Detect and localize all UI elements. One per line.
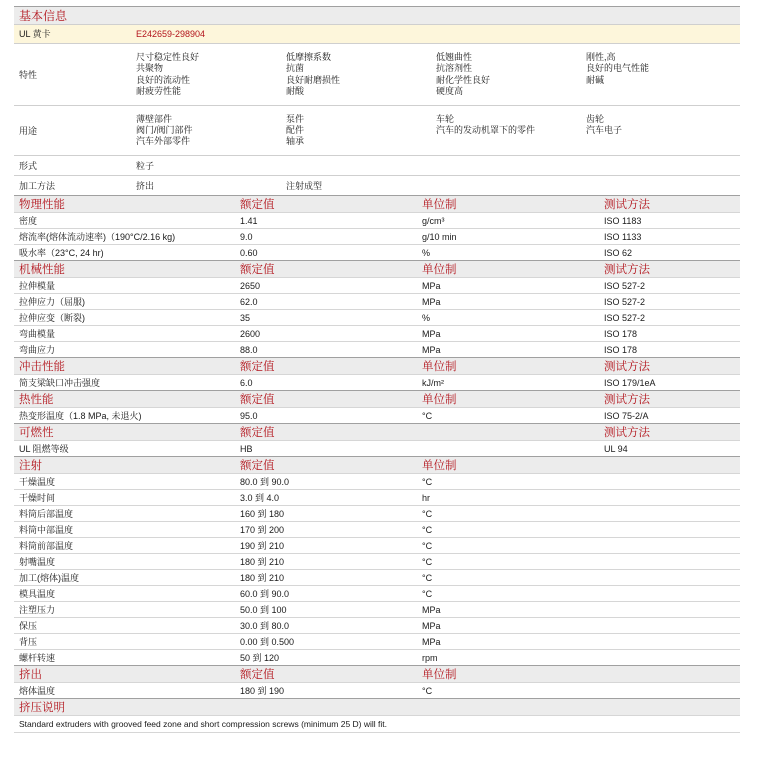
table-row [14,309,740,325]
section-header [14,423,740,440]
test-method [604,650,740,665]
property-name: 热变形温度（1.8 MPa, 未退火) [19,411,142,421]
property-value: 9.0 [240,232,253,242]
feature-item: 抗溶剂性 [436,63,473,73]
property-value: 0.60 [240,248,258,258]
property-unit: °C [422,541,433,551]
property-unit: hr [422,493,431,503]
test-method: ISO 62 [604,248,633,258]
property-value: 1.41 [240,216,258,226]
test-method [604,506,740,521]
property-value: 35 [240,313,251,323]
table-row [14,537,740,553]
property-value: 190 到 210 [240,541,285,551]
property-unit: MPa [422,605,441,615]
property-unit: MPa [422,345,441,355]
feature-item: 刚性,高 [586,51,616,62]
unit-header: 单位制 [422,669,457,681]
feature-item: 低摩擦系数 [286,51,332,62]
test-method-header: 测试方法 [604,394,650,406]
property-value: HB [240,444,253,454]
property-name: 干燥时间 [19,493,56,503]
extrusion-note-header [14,698,740,715]
test-method [604,490,740,505]
property-unit: °C [422,589,433,599]
test-method [604,586,740,601]
property-value: 80.0 到 90.0 [240,477,290,487]
table-row [14,617,740,633]
test-method-header: 测试方法 [604,264,650,276]
table-row [14,601,740,617]
test-method: ISO 179/1eA [604,378,656,388]
property-value: 50.0 到 100 [240,605,287,615]
property-value: 30.0 到 80.0 [240,621,290,631]
rating-header: 额定值 [240,427,275,439]
table-row [14,682,740,698]
unit-header: 单位制 [422,361,457,373]
feature-item [586,86,740,98]
section-title: 机械性能 [19,264,65,276]
section-title: 可燃性 [19,427,54,439]
property-name: 拉伸模量 [19,281,56,291]
property-value: 62.0 [240,297,258,307]
property-value: 6.0 [240,378,253,388]
feature-item: 良好耐磨损性 [286,74,341,85]
use-item [436,136,586,147]
property-value: 2600 [240,329,261,339]
extrusion-note-text: Standard extruders with grooved feed zone and short compression screws (minimum 25 D) will fit. [14,715,740,733]
feature-item: 耐酸 [286,86,305,96]
unit-header: 单位制 [422,394,457,406]
property-name: 拉伸应变（断裂) [19,313,85,323]
table-row [14,633,740,649]
property-name: 注塑压力 [19,605,56,615]
ul-yellow-card-value: E242659-298904 [136,29,206,39]
table-row [14,341,740,357]
ul-yellow-card-row [14,24,740,43]
table-row [14,489,740,505]
feature-item: 低翘曲性 [436,51,473,62]
property-name: 料筒中部温度 [19,525,74,535]
use-item: 阀门/阀门部件 [136,125,193,135]
property-unit: °C [422,557,433,567]
table-row [14,473,740,489]
section-header [14,260,740,277]
test-method [604,634,740,649]
section-title: 挤出 [19,669,42,681]
section-header [14,390,740,407]
table-row [14,325,740,341]
basic-info-title: 基本信息 [19,9,68,23]
feature-item: 良好的流动性 [136,74,191,85]
test-method: ISO 527-2 [604,281,646,291]
test-method: UL 94 [604,444,628,454]
property-unit: MPa [422,329,441,339]
test-method: ISO 527-2 [604,297,646,307]
section-header [14,357,740,374]
table-row [14,553,740,569]
property-name: 简支梁缺口冲击强度 [19,378,101,388]
form-value: 粒子 [136,161,155,171]
test-method-header: 测试方法 [604,361,650,373]
property-name: 螺杆转速 [19,653,56,663]
table-row [14,569,740,585]
section-title: 冲击性能 [19,361,65,373]
property-name: 拉伸应力（屈服) [19,297,85,307]
uses-label: 用途 [19,126,38,136]
property-name: 料筒后部温度 [19,509,74,519]
property-name: 熔体温度 [19,686,56,696]
property-name: 密度 [19,216,38,226]
property-value: 0.00 到 0.500 [240,637,295,647]
property-unit: % [422,313,431,323]
use-item: 车轮 [436,114,455,124]
property-name: 射嘴温度 [19,557,56,567]
uses-list [136,114,740,147]
basic-info-header [14,6,740,24]
unit-header: 单位制 [422,460,457,472]
property-value: 180 到 210 [240,557,285,567]
property-value: 95.0 [240,411,258,421]
test-method: ISO 178 [604,329,638,339]
form-values [136,159,740,172]
property-unit: °C [422,686,433,696]
property-value: 3.0 到 4.0 [240,493,280,503]
use-item: 轴承 [286,136,305,146]
feature-item: 耐化学性良好 [436,74,491,85]
form-row [14,155,740,175]
test-method-header [604,666,740,682]
property-unit: % [422,248,431,258]
features-label: 特性 [19,70,38,80]
table-row [14,407,740,423]
feature-item: 抗菌 [286,63,305,73]
use-item: 薄壁部件 [136,114,173,124]
property-name: 熔流率(熔体流动速率)（190°C/2.16 kg) [19,232,176,242]
features-row [14,43,740,105]
test-method-header: 测试方法 [604,199,650,211]
feature-item: 尺寸稳定性良好 [136,51,200,62]
section-title: 热性能 [19,394,54,406]
section-header [14,195,740,212]
table-row [14,212,740,228]
table-row [14,649,740,665]
table-row [14,244,740,260]
table-row [14,293,740,309]
table-row [14,228,740,244]
feature-item: 良好的电气性能 [586,63,650,73]
feature-item: 共聚物 [136,63,164,73]
property-name: 弯曲模量 [19,329,56,339]
property-unit: °C [422,525,433,535]
use-item: 汽车的发动机罩下的零件 [436,125,536,135]
uses-row [14,105,740,155]
property-unit: MPa [422,281,441,291]
table-row [14,374,740,390]
test-method [604,602,740,617]
use-item: 配件 [286,125,305,135]
property-unit: rpm [422,653,438,663]
use-item [586,136,740,147]
property-value: 180 到 190 [240,686,285,696]
processing-method-value: 注射成型 [286,181,323,191]
property-unit: °C [422,573,433,583]
property-unit: g/cm³ [422,216,445,226]
test-method: ISO 75-2/A [604,411,649,421]
property-value: 60.0 到 90.0 [240,589,290,599]
property-value: 170 到 200 [240,525,285,535]
property-value: 50 到 120 [240,653,280,663]
rating-header: 额定值 [240,199,275,211]
property-value: 2650 [240,281,261,291]
property-name: 吸水率（23°C, 24 hr) [19,248,104,258]
property-unit: °C [422,411,433,421]
property-tables [14,195,740,698]
feature-item: 耐碱 [586,74,605,85]
test-method-header [604,457,740,473]
table-row [14,440,740,456]
property-name: 加工(熔体)温度 [19,573,79,583]
property-name: UL 阻燃等级 [19,444,69,454]
property-value: 180 到 210 [240,573,285,583]
property-unit: °C [422,477,433,487]
section-header [14,456,740,473]
table-row [14,277,740,293]
test-method [604,538,740,553]
property-value: 88.0 [240,345,258,355]
property-value: 160 到 180 [240,509,285,519]
test-method [604,554,740,569]
processing-method-values [136,179,740,192]
feature-item: 耐疲劳性能 [136,86,182,96]
property-name: 弯曲应力 [19,345,56,355]
processing-method-row [14,175,740,195]
rating-header: 额定值 [240,394,275,406]
processing-method-label: 加工方法 [19,181,56,191]
table-row [14,585,740,601]
section-title: 注射 [19,460,42,472]
test-method [604,474,740,489]
use-item: 汽车电子 [586,125,623,135]
table-row [14,521,740,537]
property-unit: g/10 min [422,232,457,242]
unit-header [422,424,604,440]
property-name: 料筒前部温度 [19,541,74,551]
rating-header: 额定值 [240,361,275,373]
property-unit: kJ/m² [422,378,444,388]
table-row [14,505,740,521]
test-method: ISO 178 [604,345,638,355]
test-method [604,683,740,698]
ul-yellow-card-label: UL 黄卡 [19,29,51,39]
test-method: ISO 1183 [604,216,642,226]
extrusion-note-title: 挤压说明 [19,702,65,714]
datasheet-body [14,6,740,733]
test-method [604,618,740,633]
test-method [604,522,740,537]
section-header [14,665,740,682]
unit-header: 单位制 [422,264,457,276]
property-name: 背压 [19,637,38,647]
rating-header: 额定值 [240,460,275,472]
use-item: 泵件 [286,114,305,124]
property-unit: MPa [422,637,441,647]
form-label: 形式 [19,161,38,171]
test-method-header: 测试方法 [604,427,650,439]
section-title: 物理性能 [19,199,65,211]
test-method: ISO 1133 [604,232,642,242]
unit-header: 单位制 [422,199,457,211]
property-unit: MPa [422,297,441,307]
property-name: 模具温度 [19,589,56,599]
features-list [136,52,740,98]
test-method: ISO 527-2 [604,313,646,323]
property-name: 干燥温度 [19,477,56,487]
use-item: 汽车外部零件 [136,136,191,146]
property-name: 保压 [19,621,38,631]
processing-method-value: 挤出 [136,181,155,191]
property-unit: °C [422,509,433,519]
property-unit [422,441,604,456]
rating-header: 额定值 [240,264,275,276]
test-method [604,570,740,585]
use-item: 齿轮 [586,114,605,124]
rating-header: 额定值 [240,669,275,681]
property-unit: MPa [422,621,441,631]
feature-item: 硬度高 [436,86,464,96]
